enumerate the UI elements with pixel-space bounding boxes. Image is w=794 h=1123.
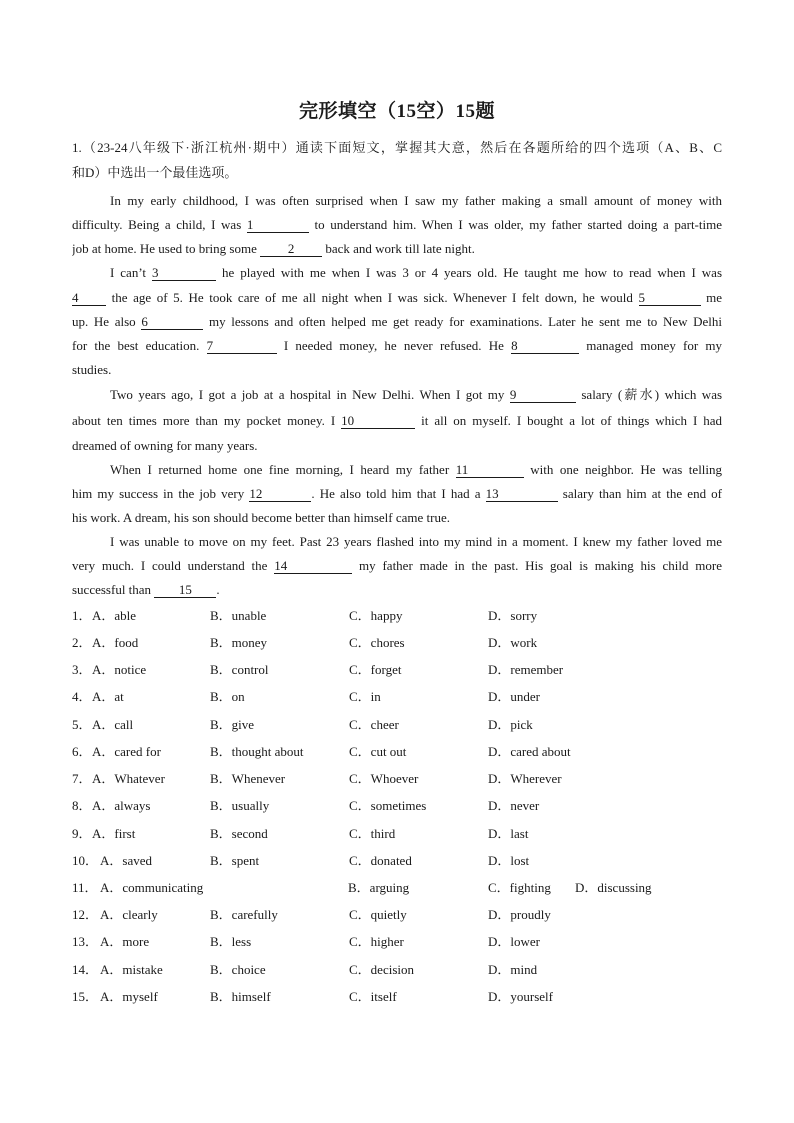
option-c[interactable]: C．itself xyxy=(349,989,397,1004)
option-b[interactable]: B．less xyxy=(210,934,252,949)
blank-3: 3 xyxy=(152,266,216,281)
passage-p2-line-2: 4 the age of 5. He took care of me all night when I was sick. Whenever I felt down, he would 5 me xyxy=(72,290,722,305)
option-d[interactable]: D．under xyxy=(488,689,540,704)
option-row-10 xyxy=(72,852,722,870)
passage-p4-line-3: his work. A dream, his son should become better than himself came true. xyxy=(72,510,450,525)
option-d[interactable]: D．pick xyxy=(488,717,533,732)
option-b[interactable]: B．carefully xyxy=(210,907,278,922)
passage-p3-line-3: dreamed of owning for many years. xyxy=(72,438,258,453)
option-row-11 xyxy=(72,879,722,897)
option-b[interactable]: B．arguing xyxy=(348,880,410,895)
option-a[interactable]: A．notice xyxy=(92,662,147,677)
option-row-8 xyxy=(72,797,722,815)
option-c[interactable]: C．cheer xyxy=(349,717,399,732)
passage-p5-line-2: very much. I could understand the 14 my father made in the past. His goal is making his child more xyxy=(72,558,722,573)
blank-14: 14 xyxy=(274,559,352,574)
option-row-14 xyxy=(72,961,722,979)
option-number: 10． xyxy=(72,853,99,868)
option-b[interactable]: B．usually xyxy=(210,798,270,813)
option-a[interactable]: A．first xyxy=(92,826,136,841)
option-c[interactable]: C．fighting xyxy=(488,880,551,895)
option-c[interactable]: C．chores xyxy=(349,635,405,650)
option-a[interactable]: A．always xyxy=(92,798,151,813)
option-row-15 xyxy=(72,988,722,1006)
option-b[interactable]: B．Whenever xyxy=(210,771,286,786)
option-b[interactable]: B．on xyxy=(210,689,245,704)
question-intro-line-2: 和D）中选出一个最佳选项。 xyxy=(72,165,238,180)
option-b[interactable]: B．second xyxy=(210,826,268,841)
blank-5: 5 xyxy=(639,291,701,306)
option-d[interactable]: D．mind xyxy=(488,962,538,977)
option-d[interactable]: D．lower xyxy=(488,934,540,949)
blank-6: 6 xyxy=(141,315,203,330)
option-d[interactable]: D．lost xyxy=(488,853,530,868)
blank-7: 7 xyxy=(207,339,277,354)
option-d[interactable]: D．yourself xyxy=(488,989,553,1004)
option-c[interactable]: C．third xyxy=(349,826,396,841)
option-b[interactable]: B．choice xyxy=(210,962,266,977)
passage-p2-line-1: I can’t 3 he played with me when I was 3 or 4 years old. He taught me how to read when I was xyxy=(110,265,722,280)
question-intro-line-1: 1.（23-24八年级下·浙江杭州·期中）通读下面短文，掌握其大意，然后在各题所给的四个选项（A、B、C xyxy=(72,140,722,155)
blank-11: 11 xyxy=(456,463,524,478)
option-a[interactable]: A．able xyxy=(92,608,137,623)
option-number: 9． xyxy=(72,826,92,841)
option-a[interactable]: A．mistake xyxy=(100,962,163,977)
passage-p2-line-5: studies. xyxy=(72,362,112,377)
option-a[interactable]: A．food xyxy=(92,635,139,650)
option-number: 3． xyxy=(72,662,92,677)
option-row-12 xyxy=(72,906,722,924)
option-number: 8． xyxy=(72,798,92,813)
passage-p5-line-1: I was unable to move on my feet. Past 23 years flashed into my mind in a moment. I knew my father loved me xyxy=(110,534,722,549)
blank-13: 13 xyxy=(486,487,558,502)
passage-p1-line-2: difficulty. Being a child, I was 1 to understand him. When I was older, my father started doing a part-time xyxy=(72,217,722,232)
option-b[interactable]: B．money xyxy=(210,635,268,650)
option-c[interactable]: C．quietly xyxy=(349,907,407,922)
option-c[interactable]: C．decision xyxy=(349,962,414,977)
option-b[interactable]: B．give xyxy=(210,717,255,732)
option-b[interactable]: B．spent xyxy=(210,853,260,868)
option-a[interactable]: A．cared for xyxy=(92,744,161,759)
blank-4: 4 xyxy=(72,291,106,306)
blank-8: 8 xyxy=(511,339,579,354)
option-a[interactable]: A．communicating xyxy=(100,880,204,895)
passage-p2-line-3: up. He also 6 my lessons and often helped me get ready for examinations. Later he sent me to New Delhi xyxy=(72,314,722,329)
passage-p1-line-3: job at home. He used to bring some 2 back and work till late night. xyxy=(72,241,475,256)
option-c[interactable]: C．forget xyxy=(349,662,402,677)
option-d[interactable]: D．cared about xyxy=(488,744,571,759)
option-a[interactable]: A．myself xyxy=(100,989,158,1004)
blank-12: 12 xyxy=(249,487,311,502)
option-b[interactable]: B．unable xyxy=(210,608,267,623)
blank-2: 2 xyxy=(260,242,322,257)
passage-p3-line-1: Two years ago, I got a job at a hospital in New Delhi. When I got my 9 salary (薪水) which was xyxy=(110,387,722,402)
option-number: 15． xyxy=(72,989,99,1004)
option-d[interactable]: D．discussing xyxy=(575,880,652,895)
passage-p5-line-3: successful than 15 . xyxy=(72,582,220,597)
option-number: 2． xyxy=(72,635,92,650)
blank-10: 10 xyxy=(341,414,415,429)
option-c[interactable]: C．sometimes xyxy=(349,798,427,813)
option-row-2 xyxy=(72,634,722,652)
option-number: 13． xyxy=(72,934,99,949)
option-number: 14． xyxy=(72,962,99,977)
option-row-13 xyxy=(72,933,722,951)
option-a[interactable]: A．Whatever xyxy=(92,771,165,786)
option-number: 6． xyxy=(72,744,92,759)
blank-15: 15 xyxy=(154,583,216,598)
passage-p2-line-4: for the best education. 7 I needed money, he never refused. He 8 managed money for my xyxy=(72,338,722,353)
option-row-1 xyxy=(72,607,722,625)
option-b[interactable]: B．himself xyxy=(210,989,271,1004)
option-number: 5． xyxy=(72,717,92,732)
option-row-4 xyxy=(72,688,722,706)
option-c[interactable]: C．donated xyxy=(349,853,412,868)
option-row-7 xyxy=(72,770,722,788)
option-number: 11． xyxy=(72,880,98,895)
option-row-9 xyxy=(72,825,722,843)
option-d[interactable]: D．sorry xyxy=(488,608,538,623)
option-d[interactable]: D．never xyxy=(488,798,540,813)
blank-9: 9 xyxy=(510,388,576,403)
option-c[interactable]: C．in xyxy=(349,689,381,704)
option-number: 7． xyxy=(72,771,92,786)
option-row-5 xyxy=(72,716,722,734)
option-b[interactable]: B．control xyxy=(210,662,269,677)
option-d[interactable]: D．Wherever xyxy=(488,771,562,786)
passage-p1-line-1: In my early childhood, I was often surprised when I saw my father making a small amount of money with xyxy=(110,193,722,208)
option-number: 12． xyxy=(72,907,99,922)
blank-1: 1 xyxy=(247,218,309,233)
passage-p4-line-2: him my success in the job very 12 . He also told him that I had a 13 salary than him at the end of xyxy=(72,486,722,501)
option-a[interactable]: A．saved xyxy=(100,853,152,868)
option-number: 4． xyxy=(72,689,92,704)
option-d[interactable]: D．remember xyxy=(488,662,564,677)
option-c[interactable]: C．Whoever xyxy=(349,771,419,786)
option-a[interactable]: A．more xyxy=(100,934,150,949)
option-row-6 xyxy=(72,743,722,761)
option-a[interactable]: A．clearly xyxy=(100,907,158,922)
option-d[interactable]: D．proudly xyxy=(488,907,551,922)
option-a[interactable]: A．call xyxy=(92,717,134,732)
option-a[interactable]: A．at xyxy=(92,689,124,704)
option-c[interactable]: C．cut out xyxy=(349,744,407,759)
option-row-3 xyxy=(72,661,722,679)
option-c[interactable]: C．higher xyxy=(349,934,404,949)
option-b[interactable]: B．thought about xyxy=(210,744,304,759)
option-number: 1． xyxy=(72,608,92,623)
passage-p4-line-1: When I returned home one fine morning, I heard my father 11 with one neighbor. He was telling xyxy=(110,462,722,477)
page-title: 完形填空（15空）15题 xyxy=(298,101,495,122)
option-c[interactable]: C．happy xyxy=(349,608,403,623)
option-d[interactable]: D．last xyxy=(488,826,529,841)
passage-p3-line-2: about ten times more than my pocket money. I 10 it all on myself. I bought a lot of things which I had xyxy=(72,413,722,428)
option-d[interactable]: D．work xyxy=(488,635,538,650)
